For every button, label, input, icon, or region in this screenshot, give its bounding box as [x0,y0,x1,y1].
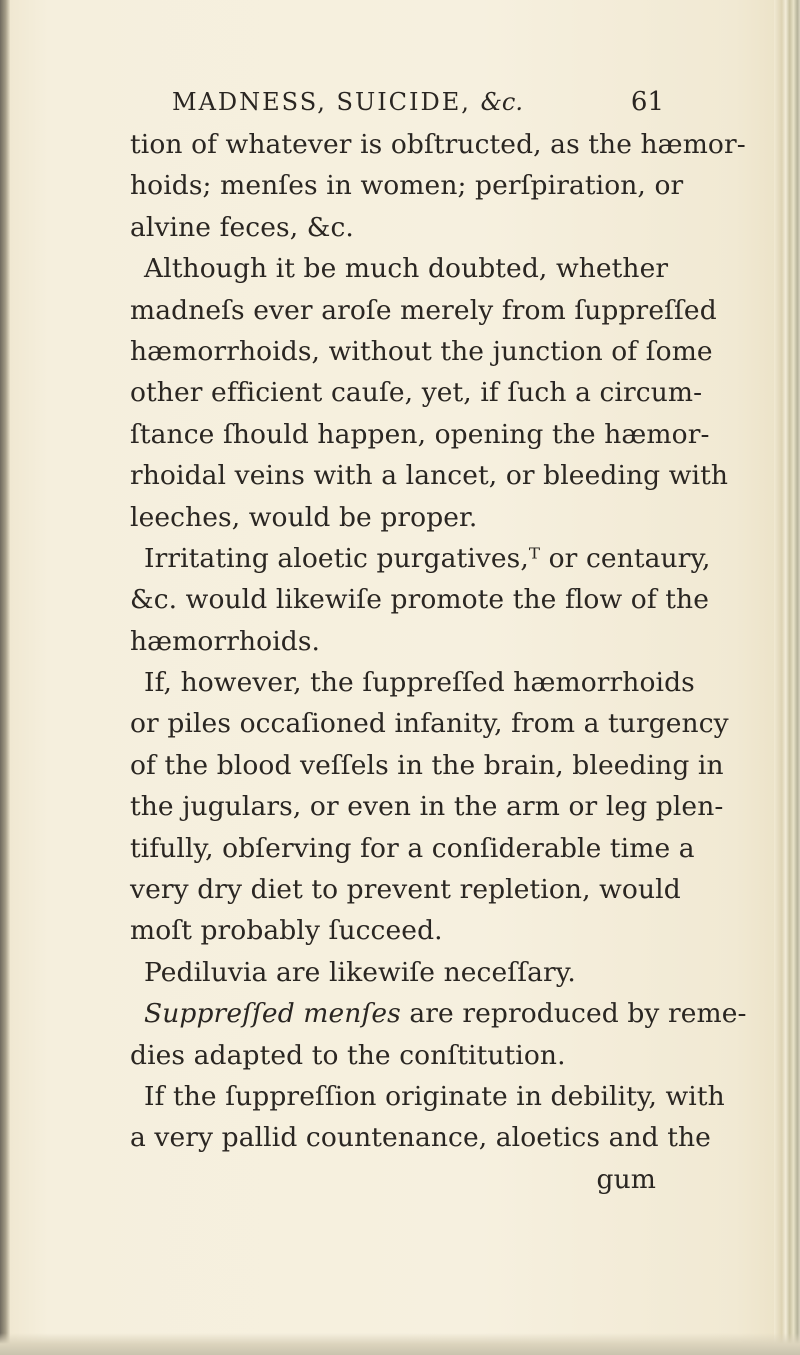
text-line: of the blood veſſels in the brain, bleeding in [130,749,724,781]
text-line: tifully, obſerving for a conſiderable time a [130,832,695,864]
running-head-etc: &c. [480,88,523,116]
text-line-mixed [130,993,747,1034]
text-line: If the ſuppreſſion originate in debility, with [144,1080,725,1112]
page-number: 61 [630,87,664,117]
text-line: other efficient cauſe, yet, if ſuch a circum- [130,377,703,409]
catchword: gum [596,1163,656,1195]
text-line: &c. would likewiſe promote the flow of the [130,584,709,616]
italic-phrase: Suppreſſed menſes [144,998,401,1030]
running-head-title [172,84,523,120]
text-span: are reproduced by reme- [400,998,747,1030]
text-line: Pediluvia are likewiſe neceſſary. [144,956,576,988]
text-line: hæmorrhoids. [130,625,321,657]
page-fore-edge [774,0,800,1355]
text-line: ſtance ſhould happen, opening the hæmor- [130,418,710,450]
text-line: the jugulars, or even in the arm or leg plen- [130,791,724,823]
text-line: very dry diet to prevent repletion, would [130,874,681,906]
text-line: hæmorrhoids, without the junction of ſome [130,335,713,367]
text-line: hoids; menſes in women; perſpiration, or [130,170,684,202]
text-line: tion of whatever is obſtructed, as the hæmor- [130,129,746,160]
text-line: Although it be much doubted, whether [144,253,669,285]
text-line: rhoidal veins with a lancet, or bleeding with [130,460,729,492]
text-line: moſt probably ſucceed. [130,915,443,947]
text-line: dies adapted to the conſtitution. [130,1039,566,1071]
running-head-text: MADNESS, SUICIDE, [172,88,471,116]
page-gutter-shadow [0,0,10,1355]
text-line: Irritating aloetic purgatives,ᵀ or centaury, [144,542,711,574]
page-bottom-edge [0,1333,800,1355]
text-line: or piles occaſioned infanity, from a turgency [130,708,729,740]
text-line: leeches, would be proper. [130,501,478,533]
text-line: a very pallid countenance, aloetics and the [130,1122,711,1154]
text-line: madneſs ever aroſe merely from ſuppreſſed [130,294,717,326]
text-line: alvine feces, &c. [130,211,354,243]
text-line: If, however, the ſuppreſſed hæmorrhoids [144,667,695,699]
running-head [172,84,664,124]
body-text [130,124,747,1200]
